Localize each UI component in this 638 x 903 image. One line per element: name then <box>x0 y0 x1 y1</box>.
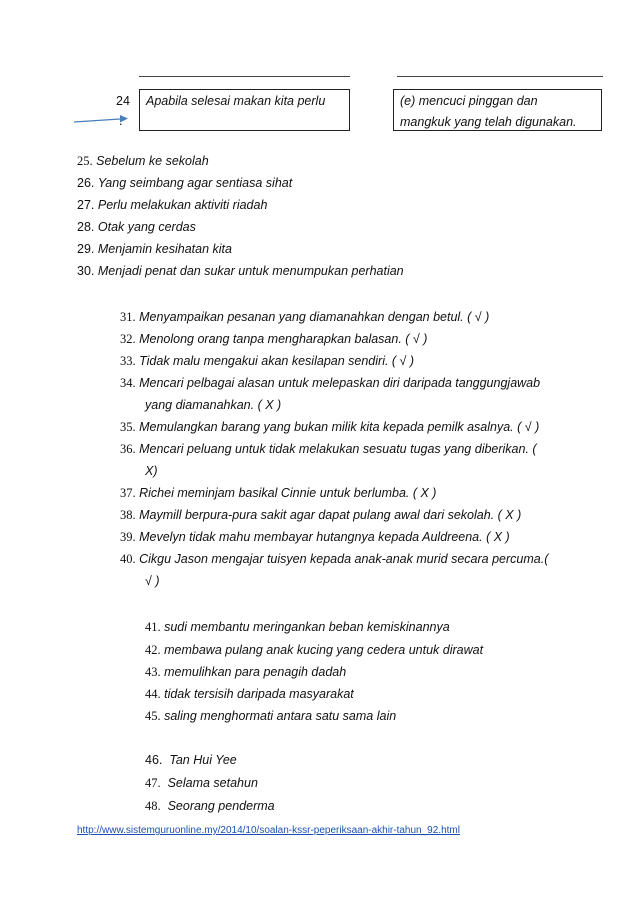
list-item <box>145 799 275 814</box>
list-item <box>145 709 396 724</box>
item-text: Perlu melakukan aktiviti riadah <box>97 198 268 212</box>
item-text: membawa pulang anak kucing yang cedera untuk dirawat <box>164 643 484 657</box>
item-number: 31. <box>120 310 136 324</box>
list-item <box>145 620 450 635</box>
item-text: Seorang penderma <box>167 799 275 813</box>
list-item <box>77 220 196 234</box>
item-text: Tan Hui Yee <box>169 753 237 767</box>
list-item-continuation <box>145 464 158 478</box>
item-number: 32. <box>120 332 136 346</box>
list-item-continuation <box>145 398 281 412</box>
list-item <box>120 354 414 369</box>
q24-right-line1: (e) mencuci pinggan dan <box>400 94 538 108</box>
item-number: 45. <box>145 709 161 723</box>
list-item <box>145 643 483 658</box>
item-text: Yang seimbang agar sentiasa sihat <box>97 176 293 190</box>
item-number: 28. <box>77 220 95 234</box>
q24-number: 24 <box>116 94 130 108</box>
list-item <box>120 442 537 457</box>
footer-url-link[interactable]: http://www.sistemguruonline.my/2014/10/soalan-kssr-peperiksaan-akhir-tahun_92.html <box>77 825 460 836</box>
item-text: Otak yang cerdas <box>97 220 196 234</box>
item-number: 41. <box>145 620 161 634</box>
item-text: Maymill berpura-pura sakit agar dapat pulang awal dari sekolah. ( X ) <box>139 508 522 522</box>
item-text: saling menghormati antara satu sama lain <box>164 709 397 723</box>
list-item <box>120 552 548 567</box>
list-item <box>145 753 237 767</box>
list-item <box>120 310 489 325</box>
item-text: Tidak malu mengakui akan kesilapan sendiri. ( √ ) <box>139 354 415 368</box>
item-number: 27. <box>77 198 95 212</box>
list-item <box>145 687 354 702</box>
list-item <box>77 264 404 278</box>
q24-right-line2: mangkuk yang telah digunakan. <box>400 115 577 129</box>
list-item <box>77 242 232 256</box>
q24-left-text: Apabila selesai makan kita perlu <box>146 94 326 108</box>
item-text: Mencari peluang untuk tidak melakukan sesuatu tugas yang diberikan. ( <box>139 442 537 456</box>
item-text: Menjamin kesihatan kita <box>97 242 232 256</box>
list-item <box>120 486 436 501</box>
arrow-icon <box>72 110 130 126</box>
list-item <box>77 176 292 190</box>
item-text: Menolong orang tanpa mengharapkan balasan. ( √ ) <box>139 332 428 346</box>
item-text: Menjadi penat dan sukar untuk menumpukan perhatian <box>97 264 404 278</box>
item-number: 26. <box>77 176 95 190</box>
item-number: 33. <box>120 354 136 368</box>
item-number: 44. <box>145 687 161 701</box>
item-number: 42. <box>145 643 161 657</box>
item-number: 35. <box>120 420 136 434</box>
top-rule-left <box>139 76 350 77</box>
item-number: 29. <box>77 242 95 256</box>
item-text: Selama setahun <box>167 776 258 790</box>
item-text: Mevelyn tidak mahu membayar hutangnya kepada Auldreena. ( X ) <box>139 530 510 544</box>
list-item <box>77 198 267 212</box>
q24-right-box <box>393 89 602 131</box>
item-text: Sebelum ke sekolah <box>96 154 209 168</box>
item-text: Menyampaikan pesanan yang diamanahkan dengan betul. ( √ ) <box>139 310 490 324</box>
item-text: Cikgu Jason mengajar tuisyen kepada anak-anak murid secara percuma.( <box>139 552 549 566</box>
item-number: 43. <box>145 665 161 679</box>
item-text: yang diamanahkan. ( X ) <box>145 398 282 412</box>
item-number: 46. <box>145 753 163 767</box>
item-number: 48. <box>145 799 161 813</box>
item-text: X) <box>145 464 158 478</box>
list-item <box>120 508 521 523</box>
item-text: Memulangkan barang yang bukan milik kita kepada pemilk asalnya. ( √ ) <box>139 420 540 434</box>
list-item <box>120 420 539 435</box>
list-item <box>145 665 346 680</box>
item-number: 38. <box>120 508 136 522</box>
list-item <box>77 154 209 169</box>
item-text: tidak tersisih daripada masyarakat <box>164 687 354 701</box>
item-number: 34. <box>120 376 136 390</box>
list-item <box>120 530 510 545</box>
item-text: √ ) <box>145 574 160 588</box>
list-item <box>145 776 258 791</box>
item-text: sudi membantu meringankan beban kemiskinannya <box>164 620 450 634</box>
item-text: Richei meminjam basikal Cinnie untuk berlumba. ( X ) <box>139 486 437 500</box>
item-number: 40. <box>120 552 136 566</box>
item-number: 30. <box>77 264 95 278</box>
top-rule-right <box>397 76 603 77</box>
item-number: 39. <box>120 530 136 544</box>
item-number: 47. <box>145 776 161 790</box>
list-item <box>120 376 540 391</box>
item-number: 25. <box>77 154 93 168</box>
item-text: memulihkan para penagih dadah <box>164 665 347 679</box>
item-number: 37. <box>120 486 136 500</box>
q24-left-box <box>139 89 350 131</box>
list-item <box>120 332 427 347</box>
item-number: 36. <box>120 442 136 456</box>
item-text: Mencari pelbagai alasan untuk melepaskan diri daripada tanggungjawab <box>139 376 541 390</box>
list-item-continuation <box>145 574 160 588</box>
